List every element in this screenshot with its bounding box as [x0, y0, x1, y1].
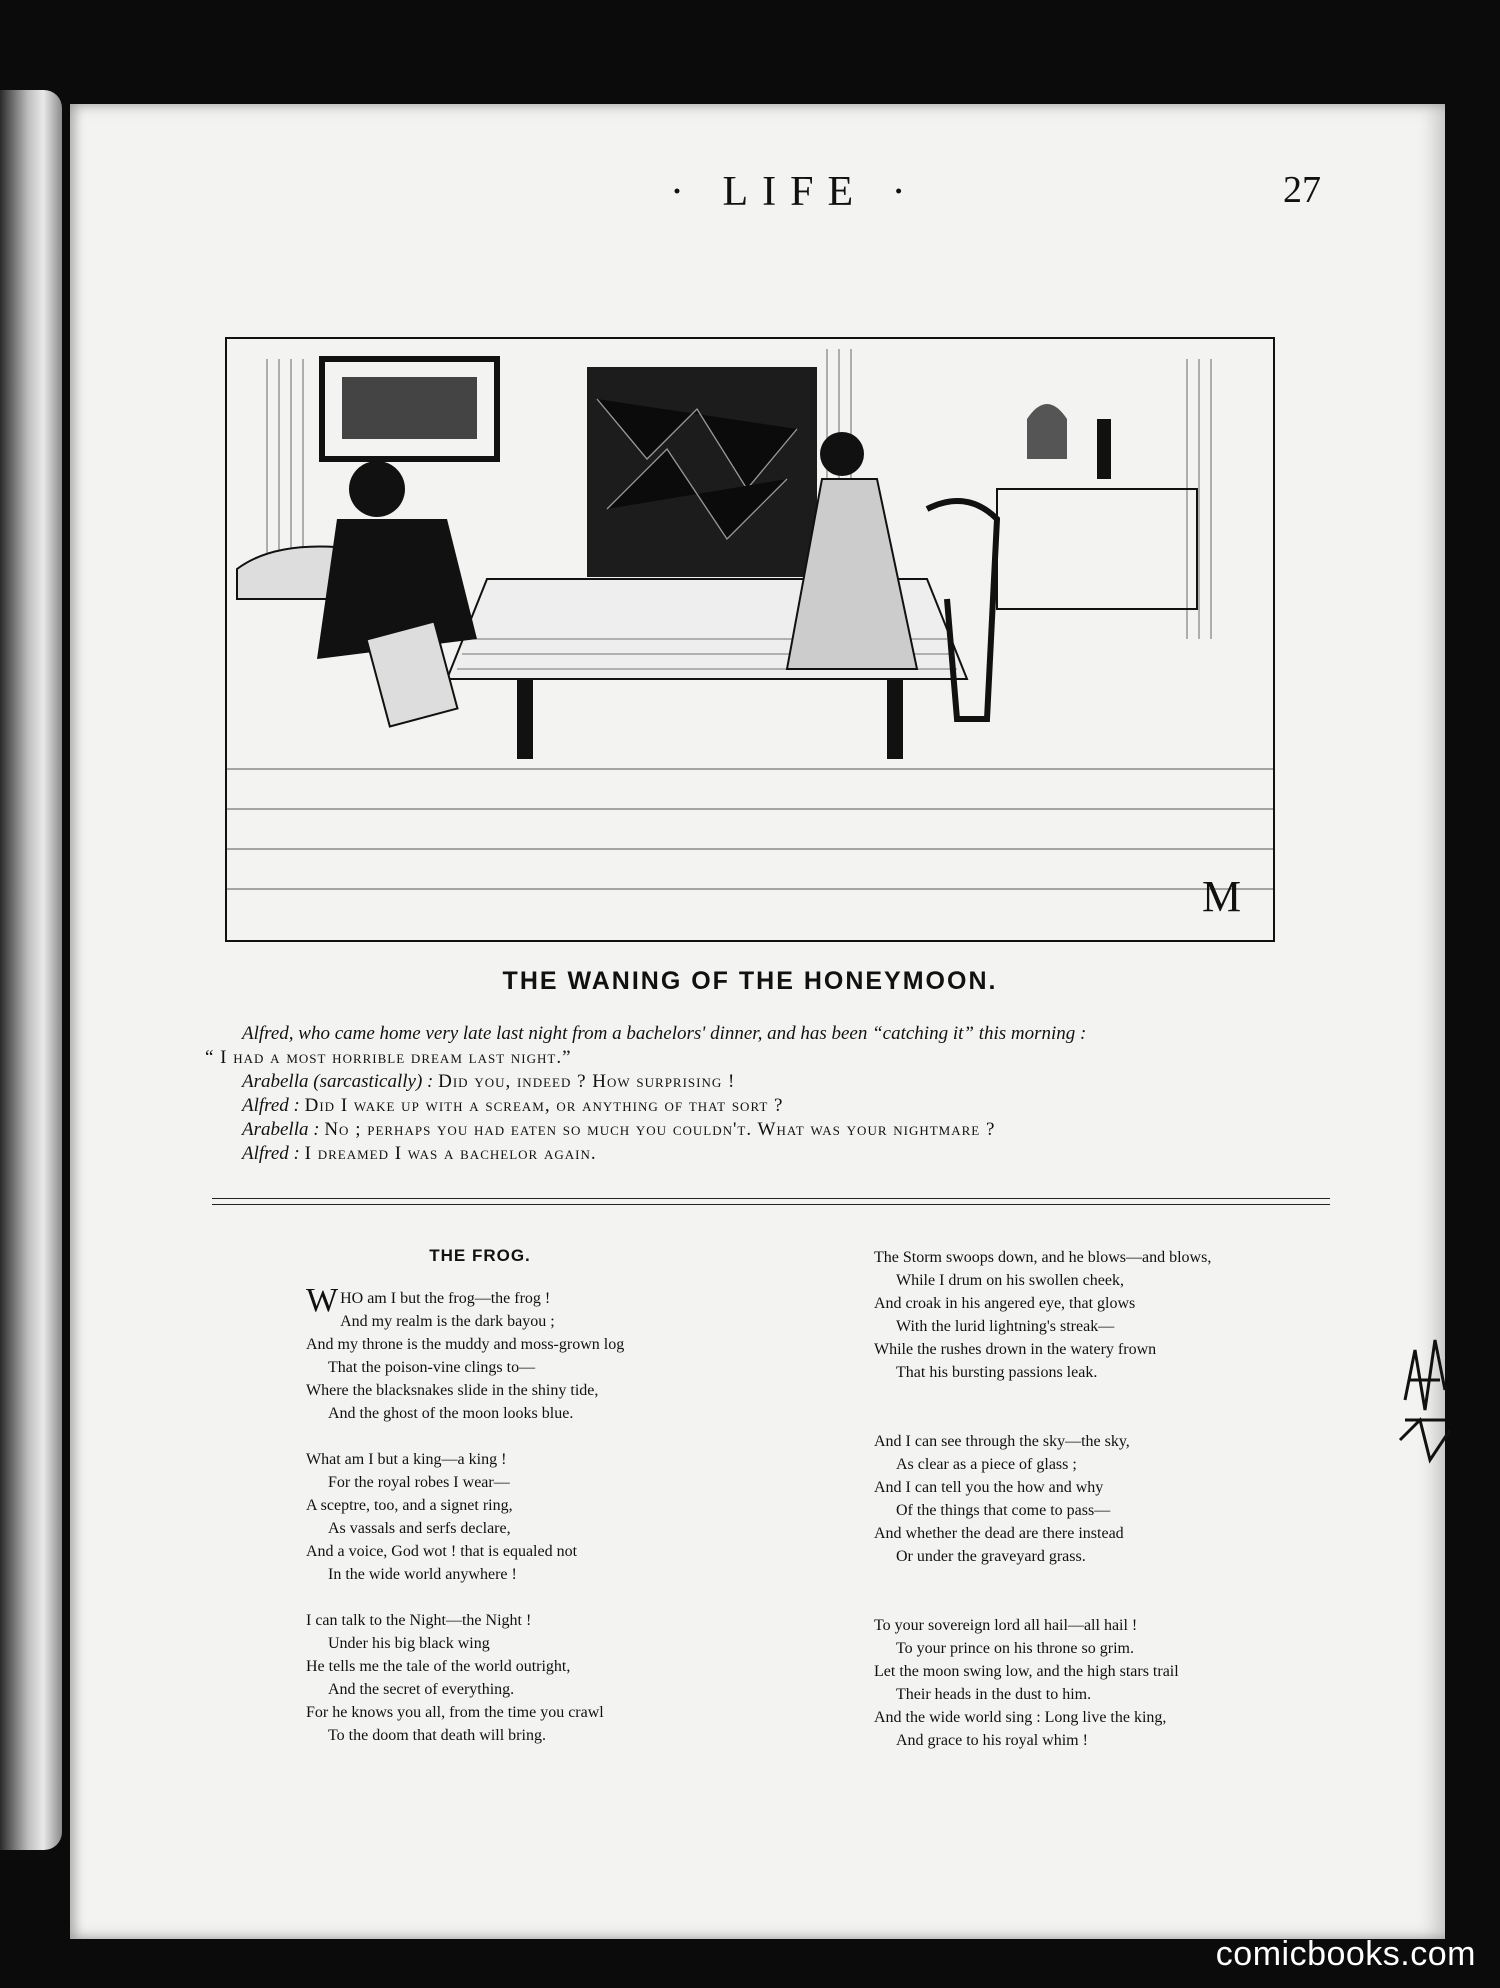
poem-line: To your sovereign lord all hail—all hail ! — [874, 1617, 1138, 1634]
dialogue-speaker: Alfred : — [242, 1095, 300, 1116]
poem-line: Where the blacksnakes slide in the shiny tide, — [306, 1382, 599, 1399]
stanza — [874, 1246, 1211, 1384]
poem-line: And whether the dead are there instead — [874, 1525, 1124, 1542]
poem-line: Their heads in the dust to him. — [896, 1686, 1092, 1703]
section-divider — [212, 1198, 1330, 1199]
poem-line: To the doom that death will bring. — [328, 1727, 546, 1744]
drop-cap: W — [306, 1282, 339, 1319]
dialogue-text: Did you, indeed ? How surprising ! — [438, 1071, 736, 1092]
stanza — [306, 1609, 624, 1747]
poem-line: And grace to his royal whim ! — [896, 1732, 1088, 1749]
dialogue-line — [205, 1094, 1325, 1118]
engraving-drawing — [227, 339, 1273, 940]
poem-line: And the ghost of the moon looks blue. — [328, 1405, 574, 1422]
stanza — [874, 1614, 1211, 1752]
stanza — [874, 1430, 1211, 1568]
poem-right-column — [874, 1246, 1211, 1775]
poem-line: I can talk to the Night—the Night ! — [306, 1612, 532, 1629]
dialogue-line — [205, 1070, 1325, 1094]
dialogue-line — [205, 1022, 1325, 1046]
poem-line: A sceptre, too, and a signet ring, — [306, 1497, 513, 1514]
poem-line: The Storm swoops down, and he blows—and blows, — [874, 1249, 1212, 1266]
dialogue-speaker: Alfred : — [242, 1143, 300, 1164]
poem-title: THE FROG. — [429, 1246, 531, 1265]
dialogue-line — [205, 1142, 1325, 1166]
poem-line: As vassals and serfs declare, — [328, 1520, 511, 1537]
masthead — [0, 168, 1500, 228]
poem-line: And croak in his angered eye, that glows — [874, 1295, 1136, 1312]
poem-line: To your prince on his throne so grim. — [896, 1640, 1134, 1657]
poem-line: With the lurid lightning's streak— — [896, 1318, 1115, 1335]
margin-scribble — [1395, 1320, 1455, 1480]
cartoon-caption: THE WANING OF THE HONEYMOON. — [502, 967, 998, 995]
poem-line: For he knows you all, from the time you crawl — [306, 1704, 604, 1721]
artist-signature: M — [1202, 872, 1242, 921]
poem-line: And my throne is the muddy and moss-grown log — [306, 1336, 625, 1353]
site-watermark: comicbooks.com — [1215, 1935, 1476, 1973]
dialogue-text: “ I had a most horrible dream last night.” — [205, 1047, 572, 1068]
cartoon-illustration — [225, 337, 1275, 942]
poem-line: And I can tell you the how and why — [874, 1479, 1104, 1496]
poem-line: He tells me the tale of the world outright, — [306, 1658, 571, 1675]
poem-line: What am I but a king—a king ! — [306, 1451, 507, 1468]
stanza — [306, 1448, 624, 1586]
poem-line: Of the things that come to pass— — [896, 1502, 1111, 1519]
page-number: 27 — [1283, 169, 1321, 211]
poem-line: As clear as a piece of glass ; — [896, 1456, 1077, 1473]
dialogue-line — [205, 1118, 1325, 1142]
poem-line: That his bursting passions leak. — [896, 1364, 1098, 1381]
poem-line: WHO am I but the frog—the frog ! — [306, 1282, 551, 1319]
dialogue-line — [205, 1046, 1325, 1070]
poem-line: And a voice, God wot ! that is equaled not — [306, 1543, 578, 1560]
poem-line: In the wide world anywhere ! — [328, 1566, 517, 1583]
section-divider — [212, 1204, 1330, 1205]
poem-line: For the royal robes I wear— — [328, 1474, 510, 1491]
poem-line: And the wide world sing : Long live the king, — [874, 1709, 1167, 1726]
cartoon-dialogue — [205, 1022, 1325, 1166]
poem-line: Under his big black wing — [328, 1635, 490, 1652]
poem-line: And my realm is the dark bayou ; — [340, 1313, 555, 1330]
poem-left-column — [306, 1282, 625, 1770]
dialogue-text: I dreamed I was a bachelor again. — [304, 1143, 597, 1164]
dialogue-speaker: Arabella (sarcastically) : — [242, 1071, 434, 1092]
dialogue-text: Did I wake up with a scream, or anything of that sort ? — [304, 1095, 784, 1116]
stanza — [306, 1282, 625, 1425]
poem-line: And the secret of everything. — [328, 1681, 515, 1698]
dialogue-text: No ; perhaps you had eaten so much you couldn't. What was your nightmare ? — [324, 1119, 996, 1140]
magazine-title: · LIFE · — [670, 169, 920, 215]
poem-line: Or under the graveyard grass. — [896, 1548, 1086, 1565]
poem-line: Let the moon swing low, and the high stars trail — [874, 1663, 1179, 1680]
poem-line: While the rushes drown in the watery frown — [874, 1341, 1157, 1358]
poem-line: While I drum on his swollen cheek, — [896, 1272, 1124, 1289]
poem-line: That the poison-vine clings to— — [328, 1359, 536, 1376]
poem-line: And I can see through the sky—the sky, — [874, 1433, 1130, 1450]
dialogue-speaker: Alfred, who came home very late last night from a bachelors' dinner, and has been “catching it” this morning : — [242, 1023, 1087, 1044]
dialogue-speaker: Arabella : — [242, 1119, 320, 1140]
